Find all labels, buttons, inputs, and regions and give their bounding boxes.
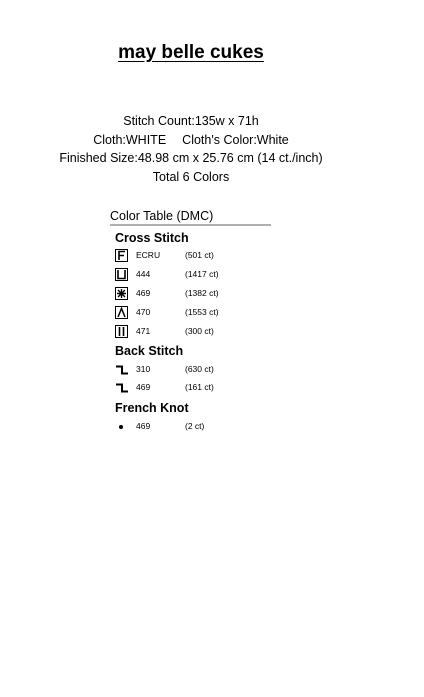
dmc-code: 469 (136, 382, 151, 392)
cloth-info-line (0, 133, 382, 147)
stitch-count-value: (1417 ct) (185, 269, 219, 279)
step-line-icon (115, 363, 129, 377)
caret-glyph-icon (115, 306, 128, 319)
stitch-count-value: (501 ct) (185, 250, 214, 260)
F-glyph-icon (115, 249, 128, 262)
stitch-count-value: (1382 ct) (185, 288, 219, 298)
dmc-code: 310 (136, 364, 151, 374)
stitch-count-value: (161 ct) (185, 382, 214, 392)
table-row (115, 287, 295, 302)
table-row (115, 306, 295, 321)
stitch-count-value: (630 ct) (185, 364, 214, 374)
color-table-title: Color Table (DMC) (110, 209, 271, 226)
cloth: Cloth:WHITE (93, 133, 167, 147)
table-row (115, 420, 295, 435)
dmc-code: 444 (136, 269, 151, 279)
french-knot-heading: French Knot (115, 401, 189, 415)
stitch-count-value: (1553 ct) (185, 307, 219, 317)
dmc-code: 471 (136, 326, 151, 336)
chart-title: may belle cukes (118, 42, 264, 63)
table-row (115, 363, 295, 378)
asterisk-glyph-icon (115, 287, 128, 300)
table-row (115, 381, 295, 396)
table-row (115, 325, 295, 340)
cup-glyph-icon (115, 268, 128, 281)
step-line-icon (115, 381, 129, 395)
back-stitch-heading: Back Stitch (115, 344, 184, 358)
finished-size: Finished Size:48.98 cm x 25.76 cm (14 ct./inch) (59, 151, 323, 165)
total-colors: Total 6 Colors (152, 170, 230, 184)
stitch-count: Stitch Count:135w x 71h (123, 114, 259, 128)
dmc-code: 469 (136, 288, 151, 298)
stitch-count-value: (2 ct) (185, 421, 205, 431)
dmc-code: ECRU (136, 250, 161, 260)
dmc-code: 469 (136, 421, 151, 431)
table-row (115, 268, 295, 283)
double-bar-glyph-icon (115, 325, 128, 338)
dmc-code: 470 (136, 307, 151, 317)
stitch-count-value: (300 ct) (185, 326, 214, 336)
table-row (115, 249, 295, 264)
cloth-color: Cloth's Color:White (182, 133, 289, 147)
dot-icon (119, 425, 123, 429)
cross-stitch-heading: Cross Stitch (115, 231, 189, 245)
